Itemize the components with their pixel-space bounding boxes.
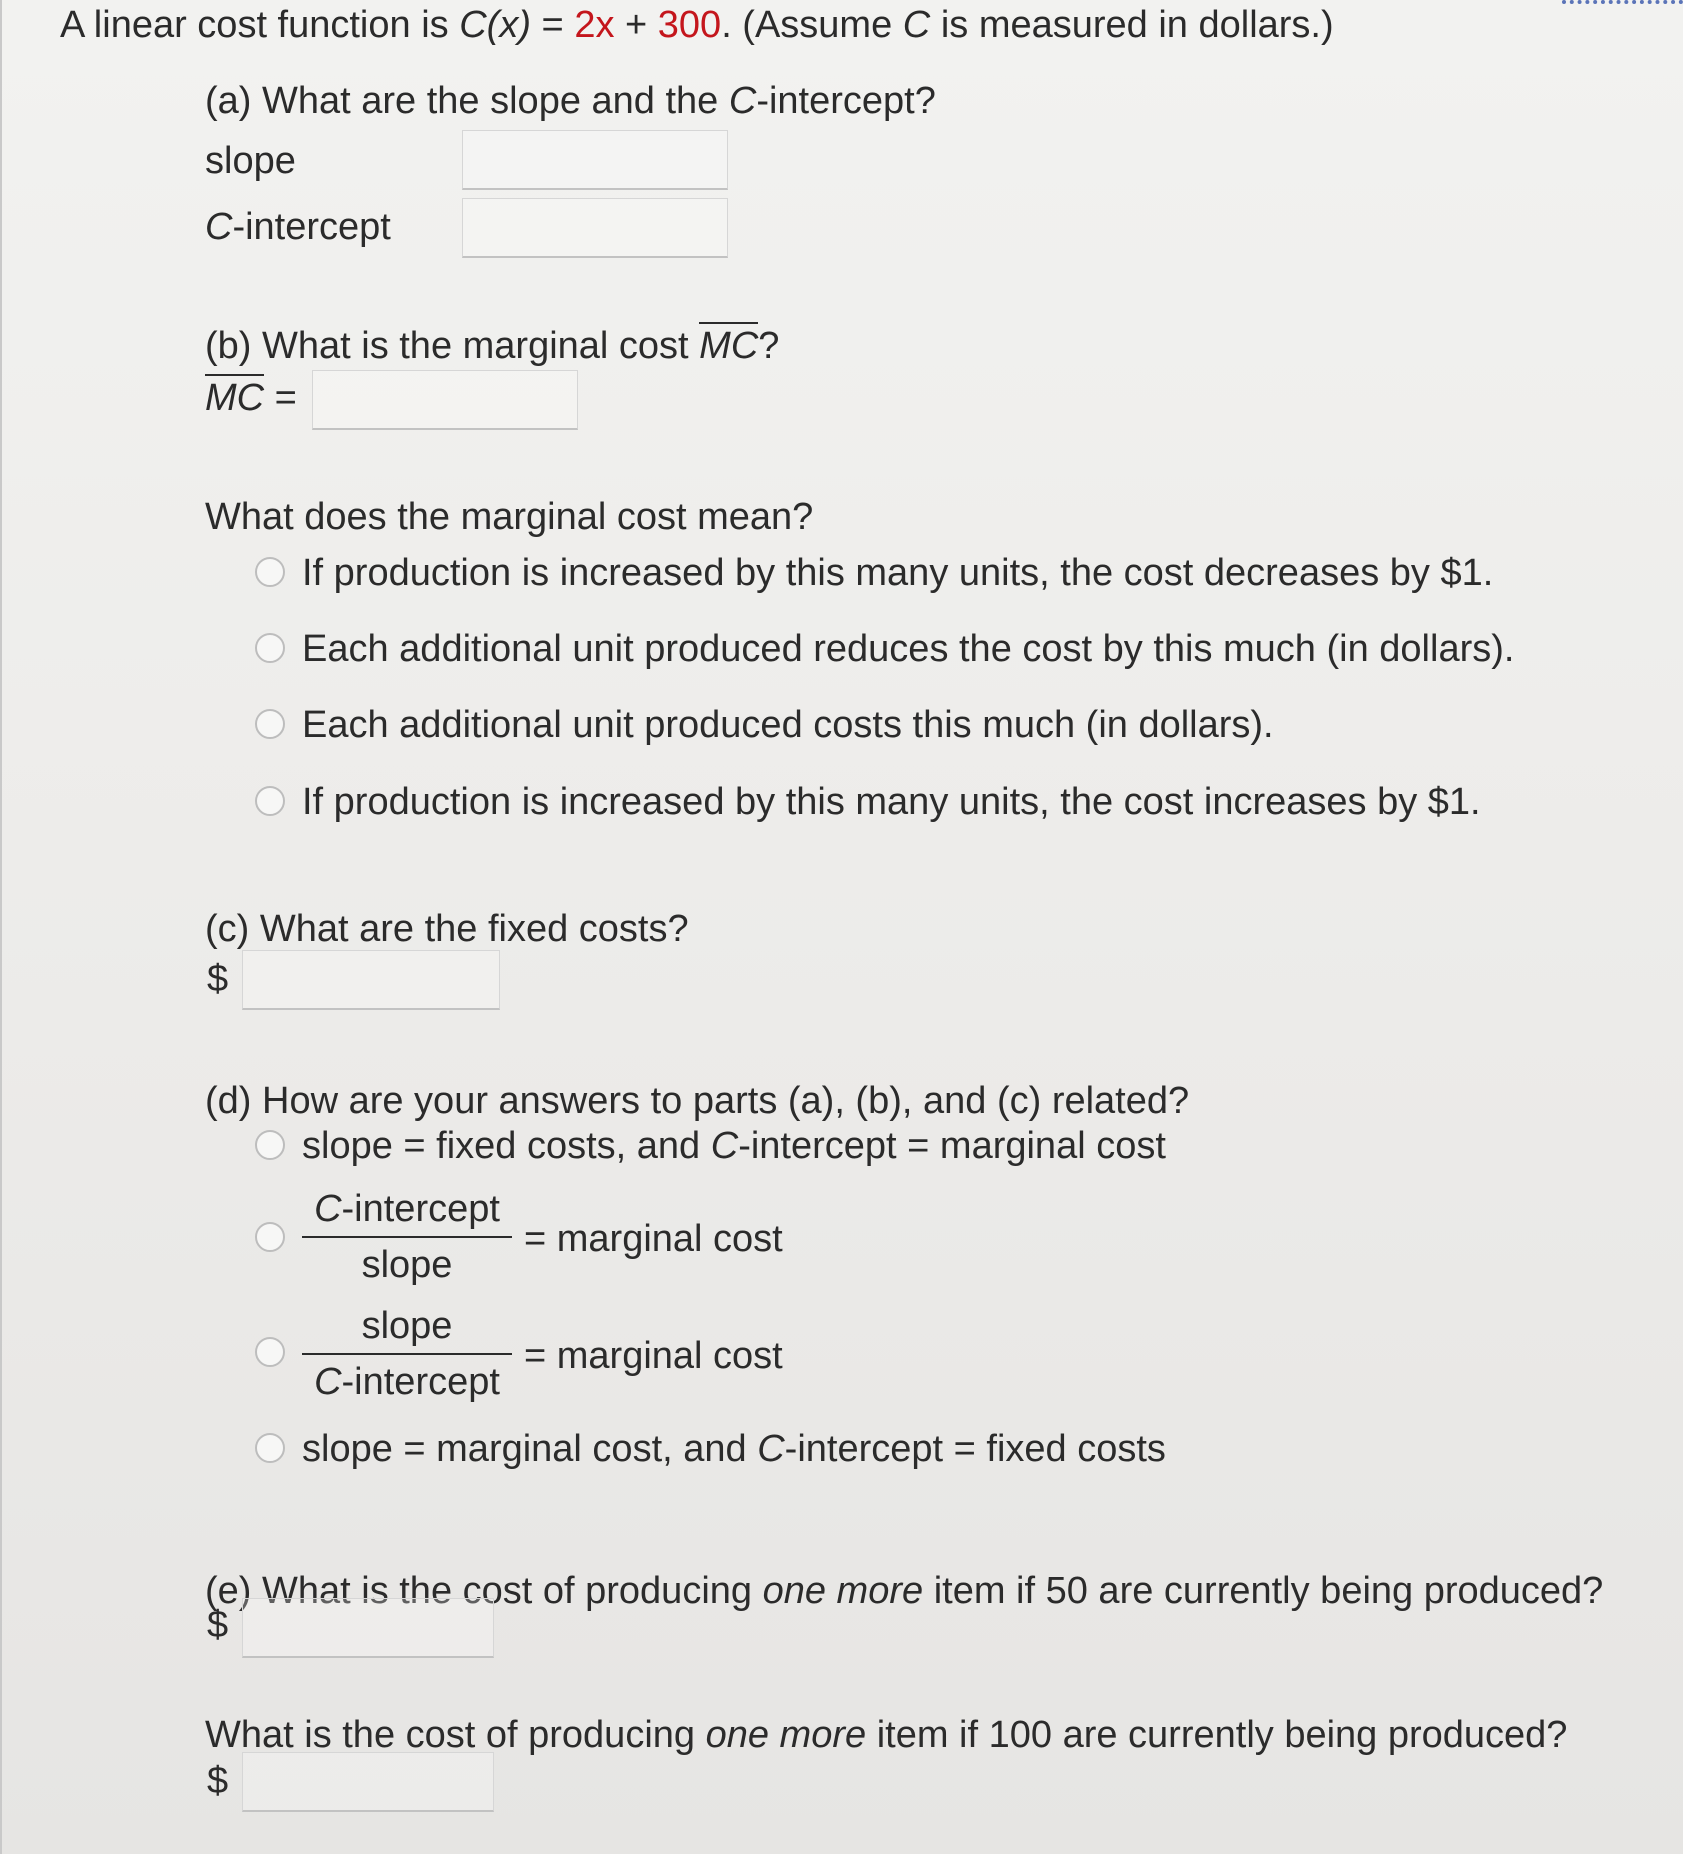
mc-option-3-radio[interactable] — [255, 709, 285, 739]
function-coefficient: 2x — [574, 4, 615, 46]
part-b-question-mark: ? — [758, 325, 780, 367]
relation-option-3-denominator-variable: C — [314, 1361, 342, 1403]
part-e-q2-emphasis: one more — [705, 1714, 867, 1756]
fixed-costs-dollar-sign: $ — [207, 958, 229, 1000]
relation-option-3-denominator-text: -intercept — [341, 1361, 500, 1403]
relation-option-2-rhs[interactable]: = marginal cost — [524, 1218, 783, 1260]
relation-option-4-radio[interactable] — [255, 1433, 285, 1463]
intro-suffix: . (Assume — [721, 4, 893, 46]
c-intercept-text: -intercept — [232, 206, 391, 248]
intro-end: is measured in dollars.) — [940, 4, 1334, 46]
mc-option-1-label[interactable]: If production is increased by this many units, the cost decreases by $1. — [302, 552, 1494, 594]
relation-option-2-numerator-variable: C — [314, 1188, 342, 1230]
c-intercept-label — [205, 204, 391, 250]
part-e-q2-suffix: item if 100 are currently being produced? — [876, 1714, 1568, 1756]
fixed-costs-input[interactable] — [242, 950, 500, 1010]
relation-option-3-radio[interactable] — [255, 1337, 285, 1367]
mc-option-2-label[interactable]: Each additional unit produced reduces the cost by this much (in dollars). — [302, 628, 1515, 670]
relation-option-4-text-b: -intercept = fixed costs — [784, 1428, 1166, 1470]
fraction-bar — [302, 1236, 512, 1238]
slope-input[interactable] — [462, 130, 728, 190]
cost-at-50-input[interactable] — [242, 1598, 494, 1658]
relation-option-3-rhs[interactable]: = marginal cost — [524, 1335, 783, 1377]
part-b-question — [205, 322, 779, 369]
relation-option-1-variable: C — [710, 1125, 739, 1167]
part-d-question: (d) How are your answers to parts (a), (b), and (c) related? — [205, 1080, 1190, 1122]
slope-label: slope — [205, 140, 296, 182]
intro-text: A linear cost function is — [60, 4, 449, 46]
plus-sign: + — [625, 4, 648, 46]
mc-option-1-radio[interactable] — [255, 557, 285, 587]
relation-option-2-numerator — [302, 1186, 512, 1232]
mc-label — [205, 374, 297, 421]
relation-option-2-radio[interactable] — [255, 1222, 285, 1252]
marginal-cost-meaning-question: What does the marginal cost mean? — [205, 496, 814, 538]
part-a-variable: C — [728, 80, 757, 122]
mc-option-2-radio[interactable] — [255, 633, 285, 663]
part-c-question: (c) What are the fixed costs? — [205, 908, 689, 950]
part-e-q1-emphasis: one more — [762, 1570, 924, 1612]
c-intercept-variable: C — [205, 206, 233, 248]
mc-symbol: MC — [699, 322, 758, 366]
cost-at-100-input[interactable] — [242, 1752, 494, 1812]
cost-50-dollar-sign: $ — [207, 1604, 229, 1646]
cost-100-dollar-sign: $ — [207, 1760, 229, 1802]
part-a-question-text: (a) What are the slope and the — [205, 80, 719, 122]
relation-option-4-text-a: slope = marginal cost, and — [302, 1428, 747, 1470]
equals-sign: = — [541, 4, 564, 46]
part-a-question-suffix: -intercept? — [756, 80, 936, 122]
relation-option-2-denominator: slope — [361, 1244, 453, 1286]
mc-option-4-radio[interactable] — [255, 786, 285, 816]
part-e-q2-prefix: What is the cost of producing — [205, 1714, 696, 1756]
intro-variable: C — [902, 4, 931, 46]
mc-option-4-label[interactable]: If production is increased by this many units, the cost increases by $1. — [302, 781, 1481, 823]
mc-equals: = — [274, 377, 297, 419]
mc-label-symbol: MC — [205, 374, 264, 418]
mc-option-3-label[interactable]: Each additional unit produced costs this much (in dollars). — [302, 704, 1274, 746]
relation-option-1-radio[interactable] — [255, 1130, 285, 1160]
part-e-q1-prefix: (e) What is the cost of producing — [205, 1570, 753, 1612]
relation-option-3-fraction[interactable] — [302, 1303, 512, 1405]
part-a-question — [205, 78, 936, 124]
relation-option-1-text-a: slope = fixed costs, and — [302, 1125, 701, 1167]
relation-option-1-label[interactable] — [302, 1123, 1166, 1169]
relation-option-2-numerator-text: -intercept — [341, 1188, 500, 1230]
relation-option-3-denominator — [302, 1359, 512, 1405]
relation-option-4-variable: C — [757, 1428, 785, 1470]
function-lhs: C(x) — [459, 4, 531, 46]
relation-option-4-label[interactable] — [302, 1426, 1166, 1472]
function-constant: 300 — [657, 4, 722, 46]
mc-input[interactable] — [312, 370, 578, 430]
top-dotted-border — [1562, 0, 1683, 8]
part-e-q1-suffix: item if 50 are currently being produced? — [933, 1570, 1604, 1612]
part-b-question-text: (b) What is the marginal cost — [205, 325, 689, 367]
c-intercept-input[interactable] — [462, 198, 728, 258]
relation-option-3-numerator: slope — [361, 1305, 453, 1347]
problem-statement — [60, 2, 1334, 48]
relation-option-1-text-b: -intercept = marginal cost — [738, 1125, 1166, 1167]
fraction-bar — [302, 1353, 512, 1355]
relation-option-2-fraction[interactable] — [302, 1186, 512, 1288]
